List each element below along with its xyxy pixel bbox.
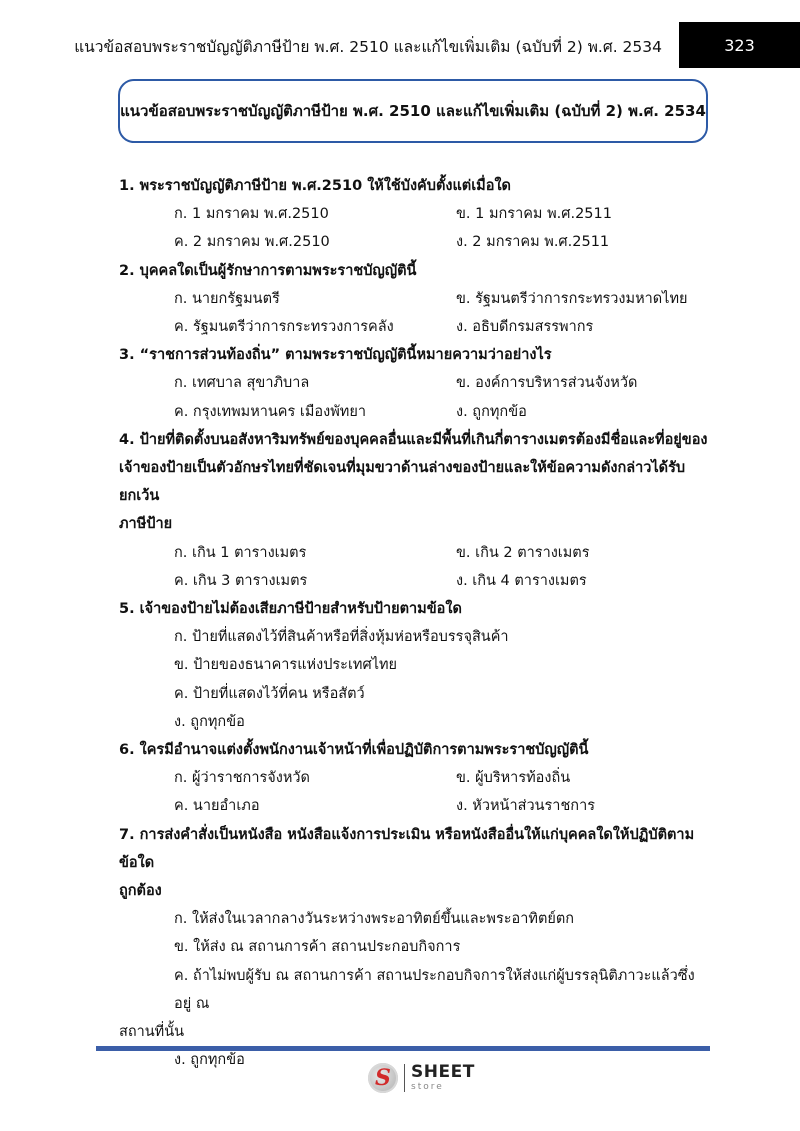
question-list [119, 172, 709, 1075]
question-3: 3. “ราชการส่วนท้องถิ่น” ตามพระราชบัญญัตินี้หมายความว่าอย่างไร [119, 347, 552, 364]
q1-option-c: ค. 2 มกราคม พ.ศ.2510 [174, 234, 330, 251]
q3-option-d: ง. ถูกทุกข้อ [456, 403, 527, 420]
sheet-store-logo [368, 1060, 475, 1096]
question-1-options-row-1 [119, 200, 709, 228]
q2-option-a: ก. นายกรัฐมนตรี [174, 290, 280, 307]
q7-option-d: ง. ถูกทุกข้อ [174, 1052, 245, 1069]
q7-option-a: ก. ให้ส่งในเวลากลางวันระหว่างพระอาทิตย์ขึ้นและพระอาทิตย์ตก [174, 911, 575, 928]
question-6-options-row-1 [119, 764, 709, 792]
q6-option-b: ข. ผู้บริหารท้องถิ่น [456, 770, 571, 787]
logo-text: SHEET [411, 1062, 475, 1082]
footer-divider [96, 1046, 710, 1051]
q5-option-a: ก. ป้ายที่แสดงไว้ที่สินค้าหรือที่สิ่งหุ้มห่อหรือบรรจุสินค้า [174, 629, 509, 646]
page-number: 323 [679, 22, 800, 68]
q3-option-c: ค. กรุงเทพมหานคร เมืองพัทยา [174, 403, 366, 420]
q1-option-d: ง. 2 มกราคม พ.ศ.2511 [456, 234, 610, 251]
question-2: 2. บุคคลใดเป็นผู้รักษาการตามพระราชบัญญัตินี้ [119, 262, 417, 279]
question-4-line-3: ภาษีป้าย [119, 516, 173, 533]
q7-option-c-line-2: สถานที่นั้น [119, 1024, 185, 1041]
section-title-box: แนวข้อสอบพระราชบัญญัติภาษีป้าย พ.ศ. 2510 และแก้ไขเพิ่มเติม (ฉบับที่ 2) พ.ศ. 2534 [118, 79, 708, 143]
question-6-options-row-2 [119, 792, 709, 820]
q6-option-d: ง. หัวหน้าส่วนราชการ [456, 798, 595, 815]
q5-option-c: ค. ป้ายที่แสดงไว้ที่คน หรือสัตว์ [174, 685, 365, 702]
question-7-line-2: ถูกต้อง [119, 883, 162, 900]
question-1-options-row-2 [119, 228, 709, 256]
question-5: 5. เจ้าของป้ายไม่ต้องเสียภาษีป้ายสำหรับป้ายตามข้อใด [119, 601, 462, 618]
q5-option-b: ข. ป้ายของธนาคารแห่งประเทศไทย [174, 657, 398, 674]
q1-option-a: ก. 1 มกราคม พ.ศ.2510 [174, 206, 329, 223]
q2-option-b: ข. รัฐมนตรีว่าการกระทรวงมหาดไทย [456, 290, 688, 307]
logo-separator [404, 1064, 405, 1092]
running-header-title: แนวข้อสอบพระราชบัญญัติภาษีป้าย พ.ศ. 2510 และแก้ไขเพิ่มเติม (ฉบับที่ 2) พ.ศ. 2534 [74, 38, 662, 56]
question-4-line-2: เจ้าของป้ายเป็นตัวอักษรไทยที่ชัดเจนที่มุมขวาด้านล่างของป้ายและให้ข้อความดังกล่าวได้รับยกเว้น [119, 460, 686, 505]
q4-option-c: ค. เกิน 3 ตารางเมตร [174, 572, 308, 589]
question-3-options-row-1 [119, 369, 709, 397]
q1-option-b: ข. 1 มกราคม พ.ศ.2511 [456, 206, 612, 223]
q3-option-a: ก. เทศบาล สุขาภิบาล [174, 375, 310, 392]
q7-option-b: ข. ให้ส่ง ณ สถานการค้า สถานประกอบกิจการ [174, 939, 461, 956]
question-7-line-1: 7. การส่งคำสั่งเป็นหนังสือ หนังสือแจ้งการประเมิน หรือหนังสืออื่นให้แก่บุคคลใดให้ปฏิบัติตามข้อใด [119, 826, 695, 871]
q4-option-b: ข. เกิน 2 ตารางเมตร [456, 544, 590, 561]
question-4-options-row-2 [119, 567, 709, 595]
q2-option-d: ง. อธิบดีกรมสรรพากร [456, 319, 594, 336]
question-2-options-row-1 [119, 285, 709, 313]
question-6: 6. ใครมีอำนาจแต่งตั้งพนักงานเจ้าหน้าที่เพื่อปฏิบัติการตามพระราชบัญญัตินี้ [119, 742, 589, 759]
question-4-options-row-1 [119, 539, 709, 567]
q6-option-a: ก. ผู้ว่าราชการจังหวัด [174, 770, 310, 787]
q4-option-a: ก. เกิน 1 ตารางเมตร [174, 544, 307, 561]
question-1: 1. พระราชบัญญัติภาษีป้าย พ.ศ.2510 ให้ใช้บังคับตั้งแต่เมื่อใด [119, 178, 511, 194]
q4-option-d: ง. เกิน 4 ตารางเมตร [456, 572, 587, 589]
q3-option-b: ข. องค์การบริหารส่วนจังหวัด [456, 375, 638, 392]
q2-option-c: ค. รัฐมนตรีว่าการกระทรวงการคลัง [174, 319, 394, 336]
q6-option-c: ค. นายอำเภอ [174, 798, 260, 815]
question-3-options-row-2 [119, 398, 709, 426]
logo-subtext: store [411, 1082, 444, 1092]
q7-option-c-line-1: ค. ถ้าไม่พบผู้รับ ณ สถานการค้า สถานประกอบกิจการให้ส่งแก่ผู้บรรลุนิติภาวะแล้วซึ่งอยู่ ณ [174, 967, 695, 1012]
logo-mark-icon: S [368, 1063, 398, 1093]
question-4-line-1: 4. ป้ายที่ติดตั้งบนอสังหาริมทรัพย์ของบุคคลอื่นและมีพื้นที่เกินกี่ตารางเมตรต้องมีชื่อและที่อยู่ของ [119, 431, 708, 448]
q5-option-d: ง. ถูกทุกข้อ [174, 713, 245, 730]
question-2-options-row-2 [119, 313, 709, 341]
